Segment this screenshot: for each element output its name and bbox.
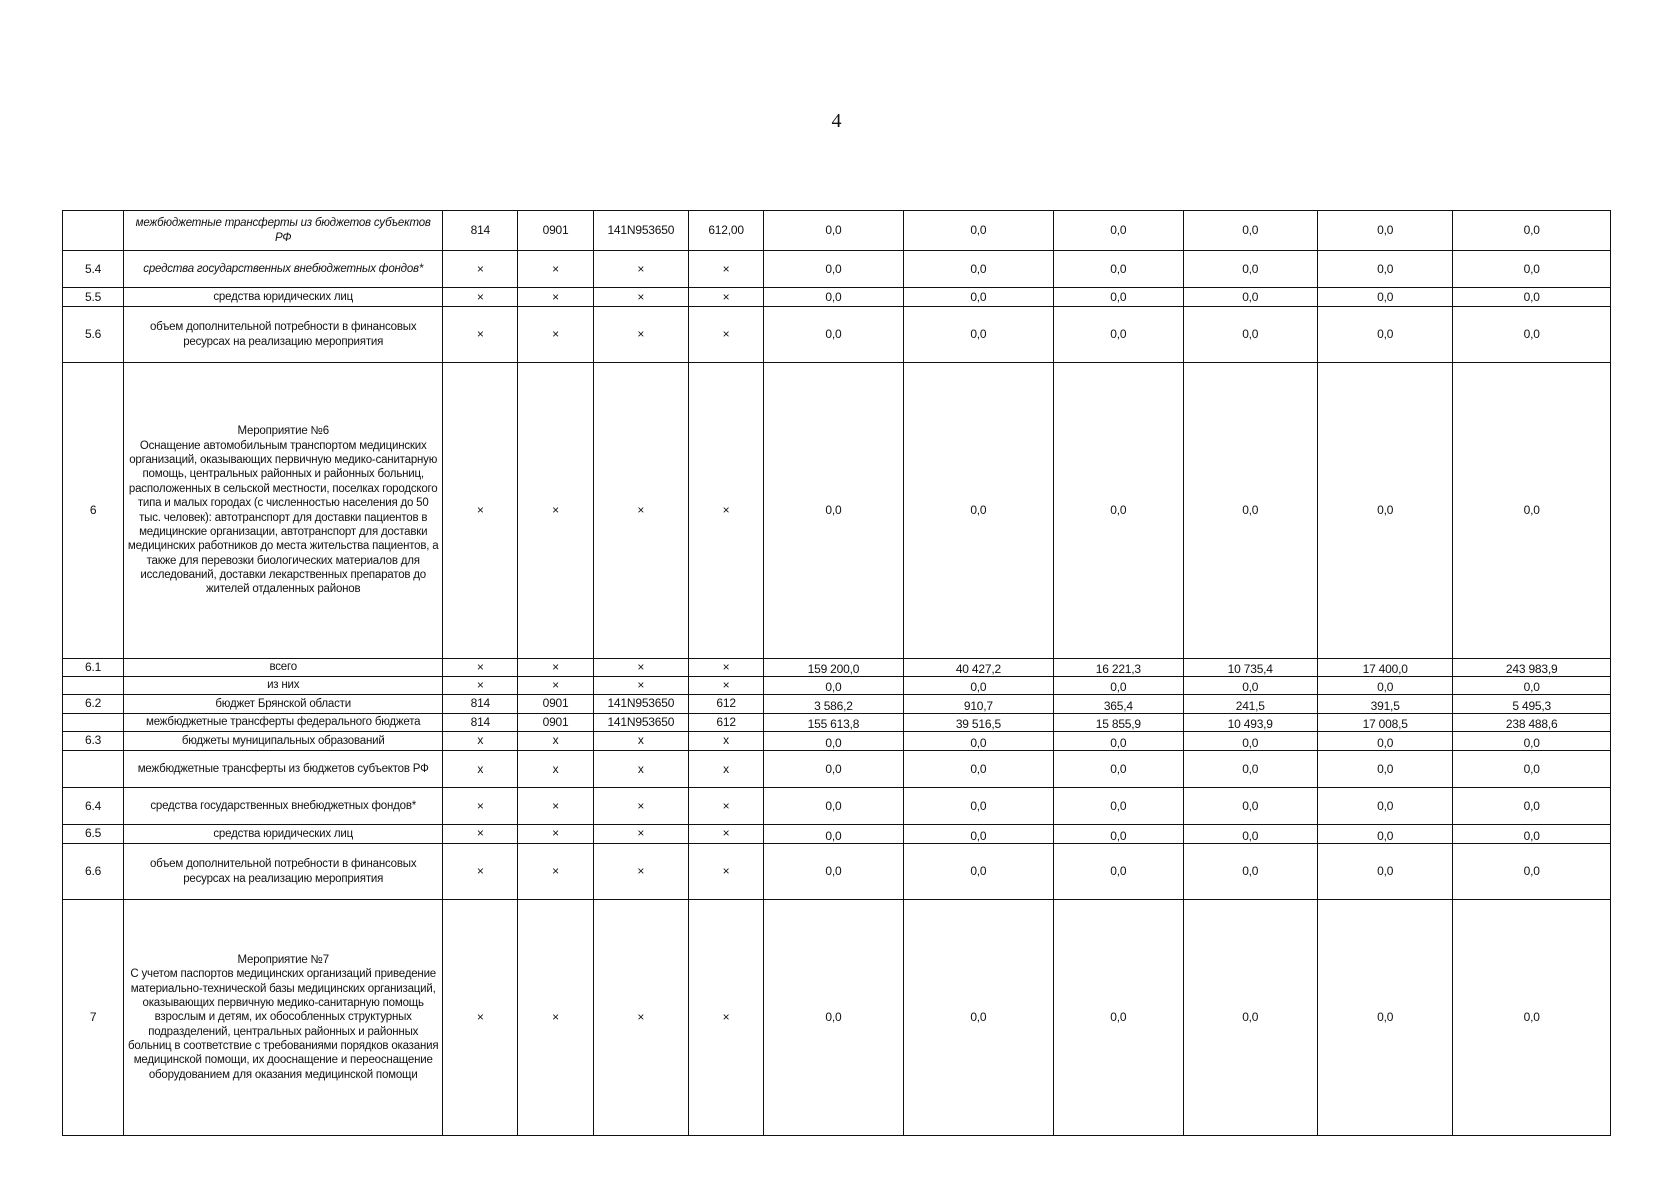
section-code-cell: 0901 (518, 714, 593, 732)
table-row (63, 211, 1611, 251)
grbs-code-cell: x (443, 751, 518, 788)
year-value-cell: 0,0 (764, 288, 903, 307)
section-code-cell: 0901 (518, 695, 593, 714)
section-code-cell: × (518, 288, 593, 307)
year-value-cell: 159 200,0 (764, 659, 903, 677)
row-name-cell: межбюджетные трансферты из бюджетов субъектов РФ (124, 751, 443, 788)
year-value-cell: 0,0 (1453, 844, 1611, 900)
year-value-cell: 0,0 (1453, 288, 1611, 307)
year-value-cell: 0,0 (903, 251, 1053, 288)
target-article-cell: 141N953650 (593, 211, 688, 251)
year-value-cell: 0,0 (1317, 251, 1452, 288)
year-value-cell: 0,0 (1453, 732, 1611, 751)
table-row (63, 677, 1611, 695)
year-value-cell: 0,0 (903, 732, 1053, 751)
grbs-code-cell: × (443, 251, 518, 288)
year-value-cell: 0,0 (764, 825, 903, 844)
expense-type-cell: × (688, 251, 763, 288)
year-value-cell: 0,0 (764, 677, 903, 695)
year-value-cell: 0,0 (1183, 825, 1317, 844)
expense-type-cell: x (688, 751, 763, 788)
grbs-code-cell: 814 (443, 714, 518, 732)
row-name-cell: объем дополнительной потребности в финансовых ресурсах на реализацию мероприятия (124, 844, 443, 900)
year-value-cell: 0,0 (764, 900, 903, 1136)
year-value-cell: 0,0 (1317, 288, 1452, 307)
section-code-cell: × (518, 363, 593, 659)
table-row (63, 732, 1611, 751)
row-number-cell: 5.6 (63, 307, 124, 363)
year-value-cell: 391,5 (1317, 695, 1452, 714)
row-name-cell: средства государственных внебюджетных фондов* (124, 251, 443, 288)
row-number-cell (63, 714, 124, 732)
row-number-cell: 7 (63, 900, 124, 1136)
year-value-cell: 0,0 (1183, 251, 1317, 288)
table-row (63, 288, 1611, 307)
table-body (63, 211, 1611, 1136)
table-row (63, 659, 1611, 677)
target-article-cell: 141N953650 (593, 714, 688, 732)
grbs-code-cell: × (443, 788, 518, 825)
expense-type-cell: × (688, 363, 763, 659)
target-article-cell: × (593, 363, 688, 659)
year-value-cell: 0,0 (1317, 363, 1452, 659)
expense-type-cell: × (688, 788, 763, 825)
year-value-cell: 0,0 (1183, 732, 1317, 751)
year-value-cell: 155 613,8 (764, 714, 903, 732)
activity-title: Мероприятие №7 (237, 953, 329, 966)
year-value-cell: 0,0 (1453, 751, 1611, 788)
table-row (63, 825, 1611, 844)
year-value-cell: 0,0 (1317, 844, 1452, 900)
year-value-cell: 0,0 (903, 900, 1053, 1136)
year-value-cell: 0,0 (1183, 751, 1317, 788)
table-row (63, 363, 1611, 659)
section-code-cell: × (518, 844, 593, 900)
year-value-cell: 0,0 (764, 732, 903, 751)
target-article-cell: × (593, 677, 688, 695)
year-value-cell: 17 400,0 (1317, 659, 1452, 677)
year-value-cell: 0,0 (1183, 677, 1317, 695)
year-value-cell: 15 855,9 (1054, 714, 1183, 732)
year-value-cell: 0,0 (1453, 211, 1611, 251)
year-value-cell: 0,0 (1183, 363, 1317, 659)
year-value-cell: 0,0 (1183, 211, 1317, 251)
year-value-cell: 0,0 (1054, 788, 1183, 825)
year-value-cell: 0,0 (1453, 788, 1611, 825)
year-value-cell: 3 586,2 (764, 695, 903, 714)
grbs-code-cell: 814 (443, 211, 518, 251)
year-value-cell: 0,0 (1453, 677, 1611, 695)
table-row (63, 251, 1611, 288)
row-number-cell: 5.5 (63, 288, 124, 307)
row-number-cell (63, 751, 124, 788)
target-article-cell: × (593, 900, 688, 1136)
year-value-cell: 16 221,3 (1054, 659, 1183, 677)
section-code-cell: x (518, 732, 593, 751)
year-value-cell: 0,0 (1054, 251, 1183, 288)
year-value-cell: 0,0 (1317, 825, 1452, 844)
year-value-cell: 0,0 (1183, 844, 1317, 900)
year-value-cell: 0,0 (1054, 732, 1183, 751)
row-number-cell: 6.5 (63, 825, 124, 844)
expense-type-cell: x (688, 732, 763, 751)
expense-type-cell: 612 (688, 695, 763, 714)
year-value-cell: 243 983,9 (1453, 659, 1611, 677)
target-article-cell: x (593, 732, 688, 751)
year-value-cell: 0,0 (1183, 900, 1317, 1136)
row-name-cell: всего (124, 659, 443, 677)
row-name-cell: бюджет Брянской области (124, 695, 443, 714)
row-number-cell (63, 211, 124, 251)
expense-type-cell: × (688, 288, 763, 307)
year-value-cell: 0,0 (764, 751, 903, 788)
row-name-cell: из них (124, 677, 443, 695)
year-value-cell: 0,0 (764, 844, 903, 900)
year-value-cell: 0,0 (1183, 307, 1317, 363)
year-value-cell: 0,0 (1054, 288, 1183, 307)
target-article-cell: x (593, 751, 688, 788)
year-value-cell: 0,0 (1054, 825, 1183, 844)
year-value-cell: 0,0 (903, 788, 1053, 825)
row-number-cell (63, 677, 124, 695)
year-value-cell: 0,0 (1054, 363, 1183, 659)
page-number: 4 (831, 110, 842, 132)
table-row (63, 307, 1611, 363)
grbs-code-cell: × (443, 900, 518, 1136)
section-code-cell: × (518, 307, 593, 363)
year-value-cell: 0,0 (1183, 288, 1317, 307)
grbs-code-cell: × (443, 363, 518, 659)
year-value-cell: 0,0 (1054, 211, 1183, 251)
year-value-cell: 0,0 (764, 211, 903, 251)
year-value-cell: 0,0 (1317, 751, 1452, 788)
target-article-cell: × (593, 825, 688, 844)
row-name-cell: межбюджетные трансферты федерального бюджета (124, 714, 443, 732)
section-code-cell: x (518, 751, 593, 788)
year-value-cell: 0,0 (903, 307, 1053, 363)
row-number-cell: 6.2 (63, 695, 124, 714)
target-article-cell: 141N953650 (593, 695, 688, 714)
year-value-cell: 0,0 (1317, 307, 1452, 363)
year-value-cell: 0,0 (1054, 751, 1183, 788)
year-value-cell: 0,0 (1054, 900, 1183, 1136)
expense-type-cell: 612 (688, 714, 763, 732)
year-value-cell: 0,0 (1054, 677, 1183, 695)
year-value-cell: 0,0 (903, 844, 1053, 900)
section-code-cell: × (518, 788, 593, 825)
row-name-cell: объем дополнительной потребности в финансовых ресурсах на реализацию мероприятия (124, 307, 443, 363)
grbs-code-cell: × (443, 825, 518, 844)
expense-type-cell: × (688, 307, 763, 363)
section-code-cell: × (518, 251, 593, 288)
year-value-cell: 0,0 (1317, 677, 1452, 695)
grbs-code-cell: × (443, 659, 518, 677)
row-name-cell: межбюджетные трансферты из бюджетов субъектов РФ (124, 211, 443, 251)
expense-type-cell: × (688, 677, 763, 695)
year-value-cell: 0,0 (764, 788, 903, 825)
target-article-cell: × (593, 251, 688, 288)
year-value-cell: 0,0 (903, 211, 1053, 251)
year-value-cell: 0,0 (764, 363, 903, 659)
grbs-code-cell: × (443, 844, 518, 900)
year-value-cell: 0,0 (903, 288, 1053, 307)
expense-type-cell: × (688, 659, 763, 677)
grbs-code-cell: 814 (443, 695, 518, 714)
activity-description: Оснащение автомобильным транспортом медицинских организаций, оказывающих первичную медико-санитарную помощь, центральных районных и районных больниц, расположенных в сельской местности, поселках городского типа и малых городах (с численностью населения до 50 тыс. человек): автотранспорт для доставки пациентов в медицинские организации, автотранспорт для доставки медицинских работников до места жительства пациентов, а также для перевозки биологических материалов для исследований, доставки лекарственных препаратов до жителей отдаленных районов (127, 439, 439, 596)
grbs-code-cell: × (443, 288, 518, 307)
row-name-cell: средства юридических лиц (124, 288, 443, 307)
year-value-cell: 0,0 (903, 751, 1053, 788)
year-value-cell: 365,4 (1054, 695, 1183, 714)
section-code-cell: × (518, 900, 593, 1136)
table-row (63, 844, 1611, 900)
year-value-cell: 0,0 (1453, 825, 1611, 844)
row-number-cell: 6.1 (63, 659, 124, 677)
activity-title: Мероприятие №6 (237, 425, 329, 438)
year-value-cell: 0,0 (1054, 307, 1183, 363)
year-value-cell: 0,0 (1453, 251, 1611, 288)
year-value-cell: 0,0 (903, 825, 1053, 844)
year-value-cell: 0,0 (903, 677, 1053, 695)
expense-type-cell: 612,00 (688, 211, 763, 251)
target-article-cell: × (593, 288, 688, 307)
target-article-cell: × (593, 307, 688, 363)
target-article-cell: × (593, 788, 688, 825)
expense-type-cell: × (688, 844, 763, 900)
section-code-cell: × (518, 659, 593, 677)
year-value-cell: 0,0 (764, 251, 903, 288)
year-value-cell: 0,0 (1317, 788, 1452, 825)
section-code-cell: 0901 (518, 211, 593, 251)
grbs-code-cell: x (443, 732, 518, 751)
table-row (63, 788, 1611, 825)
row-number-cell: 6 (63, 363, 124, 659)
row-name-cell (124, 900, 443, 1136)
row-number-cell: 5.4 (63, 251, 124, 288)
section-code-cell: × (518, 677, 593, 695)
table-row (63, 714, 1611, 732)
expense-type-cell: × (688, 825, 763, 844)
year-value-cell: 0,0 (1453, 363, 1611, 659)
table-row (63, 900, 1611, 1136)
year-value-cell: 0,0 (1054, 844, 1183, 900)
target-article-cell: × (593, 844, 688, 900)
grbs-code-cell: × (443, 307, 518, 363)
year-value-cell: 0,0 (1453, 900, 1611, 1136)
year-value-cell: 0,0 (1317, 211, 1452, 251)
activity-description: С учетом паспортов медицинских организаций приведение материально-технической базы медицинских организаций, оказывающих первичную медико-санитарную помощь взрослым и детям, их обособленных структурных подразделений, центральных районных и районных больниц в соответствие с требованиями порядков оказания медицинской помощи, их дооснащение и переоснащение оборудованием для оказания медицинской помощи (128, 968, 439, 1081)
year-value-cell: 17 008,5 (1317, 714, 1452, 732)
expense-type-cell: × (688, 900, 763, 1136)
table-row (63, 751, 1611, 788)
year-value-cell: 5 495,3 (1453, 695, 1611, 714)
year-value-cell: 10 735,4 (1183, 659, 1317, 677)
row-number-cell: 6.3 (63, 732, 124, 751)
year-value-cell: 238 488,6 (1453, 714, 1611, 732)
year-value-cell: 0,0 (903, 363, 1053, 659)
row-name-cell: средства государственных внебюджетных фондов* (124, 788, 443, 825)
year-value-cell: 40 427,2 (903, 659, 1053, 677)
year-value-cell: 0,0 (1183, 788, 1317, 825)
row-name-cell: средства юридических лиц (124, 825, 443, 844)
year-value-cell: 39 516,5 (903, 714, 1053, 732)
year-value-cell: 0,0 (764, 307, 903, 363)
year-value-cell: 0,0 (1317, 732, 1452, 751)
row-name-cell: бюджеты муниципальных образований (124, 732, 443, 751)
target-article-cell: × (593, 659, 688, 677)
row-number-cell: 6.6 (63, 844, 124, 900)
year-value-cell: 241,5 (1183, 695, 1317, 714)
row-number-cell: 6.4 (63, 788, 124, 825)
section-code-cell: × (518, 825, 593, 844)
table-row (63, 695, 1611, 714)
budget-table (62, 210, 1611, 1136)
year-value-cell: 10 493,9 (1183, 714, 1317, 732)
year-value-cell: 0,0 (1317, 900, 1452, 1136)
row-name-cell (124, 363, 443, 659)
grbs-code-cell: × (443, 677, 518, 695)
year-value-cell: 0,0 (1453, 307, 1611, 363)
year-value-cell: 910,7 (903, 695, 1053, 714)
